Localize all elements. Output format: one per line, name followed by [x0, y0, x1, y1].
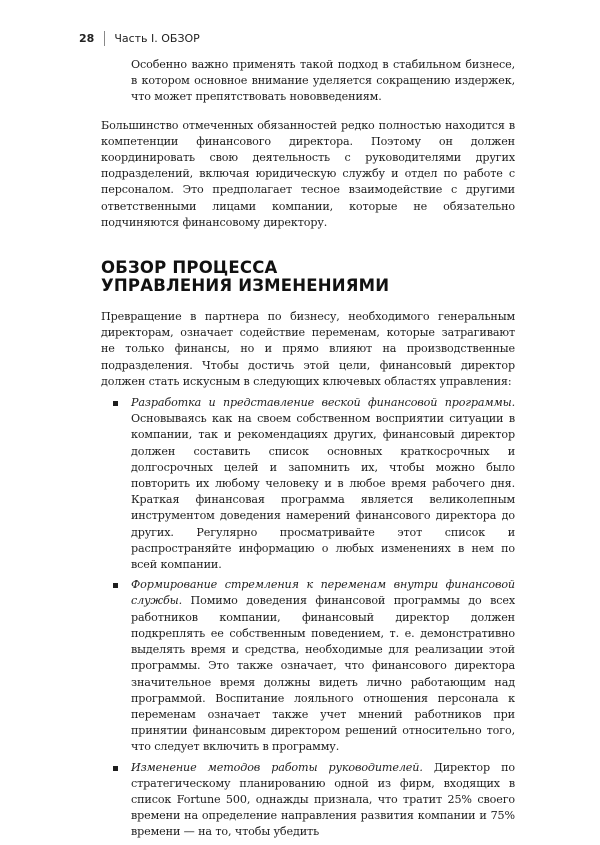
paragraph-continuation: Особенно важно применять такой подход в стабильном бизнесе, в котором основное внимание уделяется сокращению издержек, что может препятствовать нововведениям. — [131, 58, 515, 104]
section-intro: Превращение в партнера по бизнесу, необходимого генеральным директорам, означает содействие переменам, которые затрагивают не только финансы, но и прямо влияют на производственные подразделения. Чтобы достичь этой цели, финансовый директор должен стать искусным в следующих ключевых областях управления: — [101, 310, 515, 388]
running-header — [79, 31, 200, 46]
page-number: 28 — [79, 32, 95, 45]
header-divider — [104, 31, 105, 46]
list-item-lead: Изменение методов работы руководителей. — [131, 760, 423, 774]
square-bullet-icon — [113, 583, 118, 588]
bullet-list — [101, 395, 515, 840]
section-heading-line-1: ОБЗОР ПРОЦЕССА — [101, 258, 278, 278]
list-item — [101, 577, 515, 755]
square-bullet-icon — [113, 766, 118, 771]
list-item-text: Основываясь как на своем собственном восприятии ситуации в компании, так и рекомендациях других, финансовый директор должен составить список основных краткосрочных и долгосрочных целей и запомнить их, чтобы можно было повторить их любому человеку и в любое время рабочего дня. Краткая финансовая программа является великолепным инструментом доведения намерений финансового директора до других. Регулярно просматривайте этот список и распространяйте информацию о любых изменениях в нем по всей компании. — [131, 412, 515, 572]
list-item-lead: Разработка и представление веской финансовой программы. — [131, 396, 515, 410]
section-heading — [101, 259, 515, 295]
section-heading-line-2: УПРАВЛЕНИЯ ИЗМЕНЕНИЯМИ — [101, 276, 390, 296]
list-item-text: Директор по стратегическому планированию одной из фирм, входящих в список Fortune 500, однажды признала, что тратит 25% своего времени на определение направления развития компании и 75% времени — на то, чтобы убедить — [131, 760, 515, 839]
paragraph-responsibilities: Большинство отмеченных обязанностей редко полностью находится в компетенции финансового директора. Поэтому он должен координировать свою деятельность с руководителями других подразделений, включая юридическую службу и отдел по работе с персоналом. Это предполагает тесное взаимодействие с другими ответственными лицами компании, которые не обязательно подчиняются финансовому директору. — [101, 118, 515, 229]
square-bullet-icon — [113, 401, 118, 406]
part-title: Часть I. ОБЗОР — [114, 32, 200, 45]
list-item-lead: Формирование стремления к переменам внутри финансовой службы. — [131, 578, 515, 608]
page-body — [101, 57, 515, 845]
list-item-text: Помимо доведения финансовой программы до всех работников компании, финансовый директор должен подкреплять ее собственным поведением, т. е. демонстративно выделять время и средства, необходимые для реализации этой программы. Это также означает, что финансового директора значительное время должны видеть лично работающим над программой. Воспитание лояльного отношения персонала к переменам означает также учет мнений работников при принятии финансовым директором решений относительно того, что следует включить в программу. — [131, 594, 515, 754]
list-item — [101, 760, 515, 841]
list-item — [101, 395, 515, 573]
